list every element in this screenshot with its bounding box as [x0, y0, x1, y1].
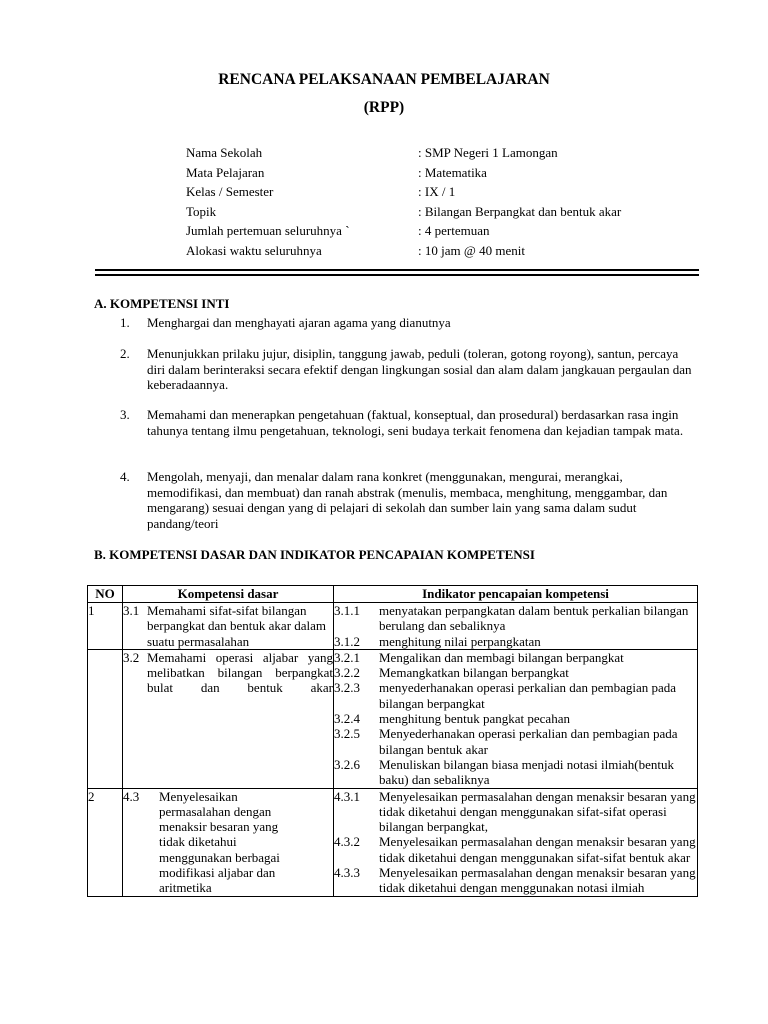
- info-block: [186, 143, 621, 260]
- info-value: : SMP Negeri 1 Lamongan: [418, 145, 558, 160]
- indicator-item: [334, 789, 697, 835]
- indicator-text: menyatakan perpangkatan dalam bentuk perkalian bilangan berulang dan sebaliknya: [379, 603, 689, 634]
- indicator-item: [334, 711, 697, 726]
- info-value: : Bilangan Berpangkat dan bentuk akar: [418, 203, 622, 219]
- info-row-school: [186, 143, 621, 163]
- section-b-heading: B. KOMPETENSI DASAR DAN INDIKATOR PENCAPAIAN KOMPETENSI: [94, 547, 535, 562]
- indicator-text: menghitung nilai perpangkatan: [379, 633, 541, 649]
- indicator-item: [334, 680, 697, 711]
- indicator-code: 3.2.4: [334, 711, 360, 727]
- indicator-code: 3.1.2: [334, 633, 360, 649]
- table-row: [88, 649, 698, 788]
- info-value: : 4 pertemuan: [418, 223, 490, 238]
- row-number: [88, 649, 123, 788]
- list-number: 3.: [120, 407, 130, 422]
- indicator-code: 4.3.3: [334, 865, 360, 881]
- indicator-item: [334, 650, 697, 665]
- column-header-indicator: Indikator pencapaian kompetensi: [334, 586, 698, 603]
- list-number: 4.: [120, 469, 130, 484]
- indicator-item: [334, 726, 697, 757]
- indicator-text: Menuliskan bilangan biasa menjadi notasi ilmiah(bentuk baku) dan sebaliknya: [379, 756, 674, 788]
- indicator-text: Menyelesaikan permasalahan dengan menaksir besaran yang tidak diketahui dengan menggunakan sifat-sifat bentuk akar: [379, 834, 696, 865]
- indicator-code: 3.2.5: [334, 726, 360, 742]
- indicator-item: [334, 603, 697, 634]
- info-value: : Matematika: [418, 164, 487, 180]
- info-label: Kelas / Semester: [186, 184, 274, 199]
- kd-code: 3.1: [123, 603, 140, 618]
- indicator-cell: [334, 603, 698, 650]
- list-text: Memahami dan menerapkan pengetahuan (faktual, konseptual, dan prosedural) berdasarkan rasa ingin tahunya tentang ilmu pengetahuan, teknologi, seni budaya terkait fenomena dan kejadian tampak mata.: [147, 407, 684, 438]
- indicator-text: Menyelesaikan permasalahan dengan menaksir besaran yang tidak diketahui dengan menggunakan notasi ilmiah: [379, 865, 696, 896]
- table-header-row: [88, 586, 698, 603]
- indicator-code: 3.1.1: [334, 603, 360, 618]
- indicator-code: 3.2.2: [334, 665, 360, 681]
- indicator-item: [334, 757, 697, 788]
- indicator-text: Memangkatkan bilangan berpangkat: [379, 665, 569, 681]
- info-value: : 10 jam @ 40 menit: [418, 242, 525, 258]
- kd-text: Menyelesaikan permasalahan dengan menaksir besaran yang tidak diketahui menggunakan berbagai modifikasi aljabar dan aritmetika: [159, 788, 280, 896]
- info-row-topic: [186, 202, 621, 222]
- info-label: Mata Pelajaran: [186, 164, 265, 180]
- indicator-item: [334, 865, 697, 896]
- indicator-text: menyederhanakan operasi perkalian dan pembagian pada bilangan berpangkat: [379, 680, 677, 711]
- indicator-item: [334, 634, 697, 649]
- indicator-text: menghitung bentuk pangkat pecahan: [379, 711, 570, 727]
- table-row: [88, 603, 698, 650]
- header-rule-bottom: [95, 274, 699, 276]
- indicator-cell: [334, 649, 698, 788]
- section-a-heading: A. KOMPETENSI INTI: [94, 296, 230, 311]
- info-row-subject: [186, 163, 621, 183]
- info-row-meetings: [186, 221, 621, 241]
- info-row-time: [186, 241, 621, 261]
- indicator-code: 3.2.6: [334, 756, 360, 772]
- list-number: 1.: [120, 315, 130, 330]
- column-header-kd: Kompetensi dasar: [123, 586, 334, 603]
- indicator-text: Mengalikan dan membagi bilangan berpangkat: [379, 649, 624, 665]
- header-rule-top: [95, 269, 699, 271]
- list-number: 2.: [120, 346, 130, 361]
- kd-code: 3.2: [123, 649, 140, 665]
- info-label: Topik: [186, 203, 217, 219]
- kd-text: Memahami operasi aljabar yang melibatkan bilangan berpangkat bulat dan bentuk akar: [147, 649, 333, 696]
- list-text: Menghargai dan menghayati ajaran agama yang dianutnya: [147, 315, 451, 330]
- info-row-class: [186, 182, 621, 202]
- document-subtitle: (RPP): [363, 99, 405, 116]
- info-label: Nama Sekolah: [186, 145, 263, 160]
- info-value: : IX / 1: [418, 184, 456, 199]
- document-title: RENCANA PELAKSANAAN PEMBELAJARAN: [218, 71, 550, 88]
- list-text: Mengolah, menyaji, dan menalar dalam rana konkret (menggunakan, mengurai, merangkai, memodifikasi, dan membuat) dan ranah abstrak (menulis, membaca, menghitung, menggambar, dan mengarang) sesuai dengan yang di pelajari di sekolah dan sumber lain yang sama dalam sudut pandang/teori: [147, 469, 668, 531]
- indicator-code: 4.3.2: [334, 834, 360, 850]
- list-text: Menunjukkan prilaku jujur, disiplin, tanggung jawab, peduli (toleran, gotong royong), santun, percaya diri dalam berinteraksi secara efektif dengan lingkungan sosial dan alam dalam jangkauan pergaulan dan keberadaannya.: [147, 346, 692, 392]
- indicator-cell: [334, 788, 698, 896]
- kompetensi-table: [87, 585, 698, 897]
- table-row: [88, 788, 698, 896]
- kd-code: 4.3: [123, 788, 140, 804]
- indicator-text: Menyelesaikan permasalahan dengan menaksir besaran yang tidak diketahui dengan menggunakan sifat-sifat operasi bilangan berpangkat,: [379, 788, 696, 835]
- kd-cell: [123, 649, 334, 788]
- kd-text: Memahami sifat-sifat bilangan berpangkat dan bentuk akar dalam suatu permasalahan: [147, 603, 327, 649]
- kd-cell: [123, 603, 334, 650]
- indicator-text: Menyederhanakan operasi perkalian dan pembagian pada bilangan bentuk akar: [379, 726, 678, 757]
- indicator-item: [334, 665, 697, 680]
- column-header-no: NO: [88, 586, 123, 603]
- indicator-code: 3.2.1: [334, 649, 360, 665]
- indicator-code: 3.2.3: [334, 680, 360, 696]
- info-label: Jumlah pertemuan seluruhnya `: [186, 223, 350, 238]
- info-label: Alokasi waktu seluruhnya: [186, 242, 322, 258]
- row-number: 2: [88, 788, 123, 896]
- row-number: 1: [88, 603, 123, 650]
- indicator-code: 4.3.1: [334, 788, 360, 804]
- kd-cell: [123, 788, 334, 896]
- indicator-item: [334, 834, 697, 865]
